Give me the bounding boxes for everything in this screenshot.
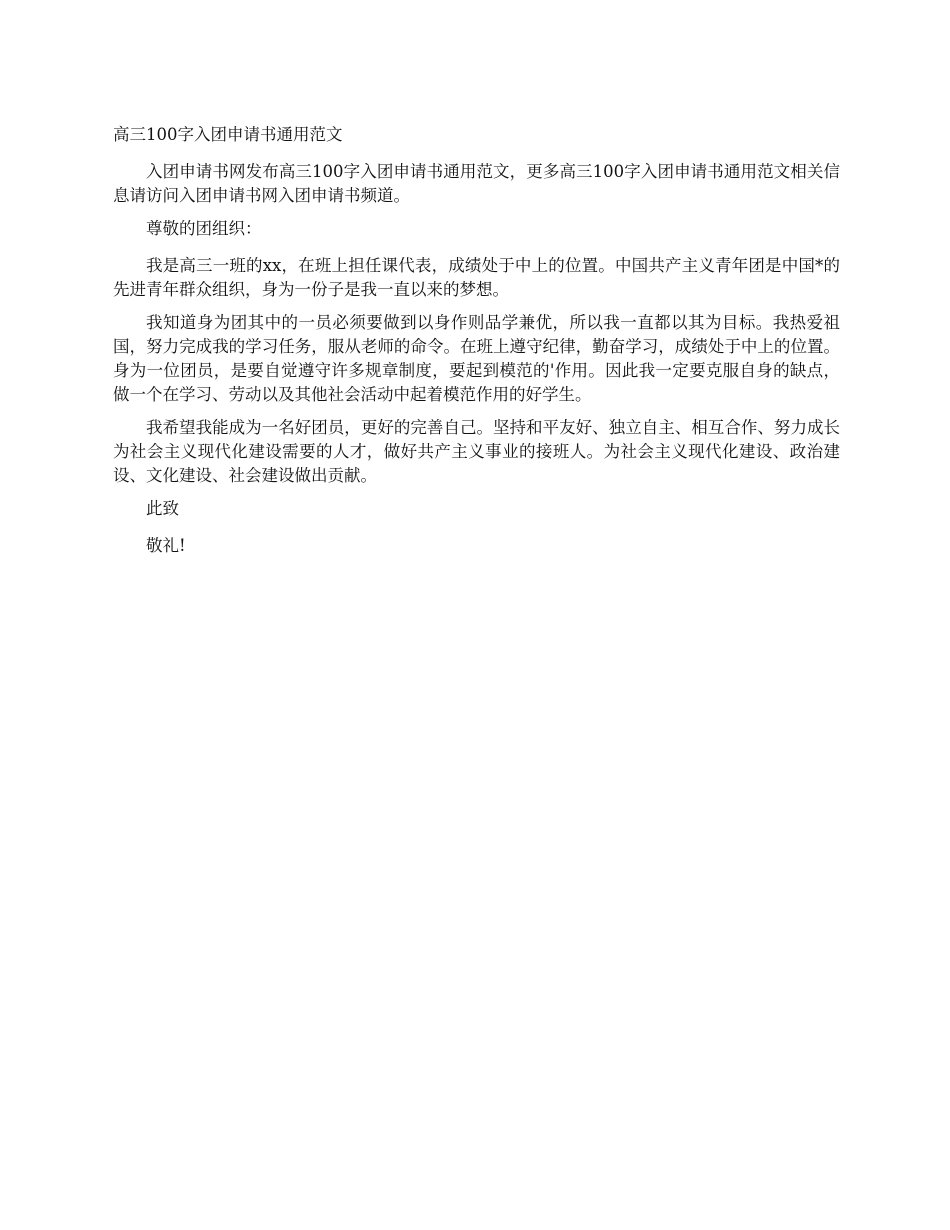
regards-text: 敬礼! xyxy=(146,536,186,555)
body-paragraph-1: 我是高三一班的xx，在班上担任课代表，成绩处于中上的位置。中国共产主义青年团是中国*的先进青年群众组织，身为一份子是我一直以来的梦想。 xyxy=(113,256,840,299)
salutation: 尊敬的团组织： xyxy=(146,219,262,238)
document-page xyxy=(113,123,840,571)
closing-text: 此致 xyxy=(146,499,179,518)
body-paragraph-3: 我希望我能成为一名好团员，更好的完善自己。坚持和平友好、独立自主、相互合作、努力成长为社会主义现代化建设需要的人才，做好共产主义事业的接班人。为社会主义现代化建设、政治建设、文化建设、社会建设做出贡献。 xyxy=(113,418,840,485)
intro-paragraph: 入团申请书网发布高三100字入团申请书通用范文，更多高三100字入团申请书通用范文相关信息请访问入团申请书网入团申请书频道。 xyxy=(113,162,840,205)
body-paragraph-2: 我知道身为团其中的一员必须要做到以身作则品学兼优，所以我一直都以其为目标。我热爱祖国，努力完成我的学习任务，服从老师的命令。在班上遵守纪律，勤奋学习，成绩处于中上的位置。身为一位团员，是要自觉遵守许多规章制度，要起到模范的'作用。因此我一定要克服自身的缺点，做一个在学习、劳动以及其他社会活动中起着模范作用的好学生。 xyxy=(113,313,840,404)
document-title: 高三100字入团申请书通用范文 xyxy=(113,125,343,144)
